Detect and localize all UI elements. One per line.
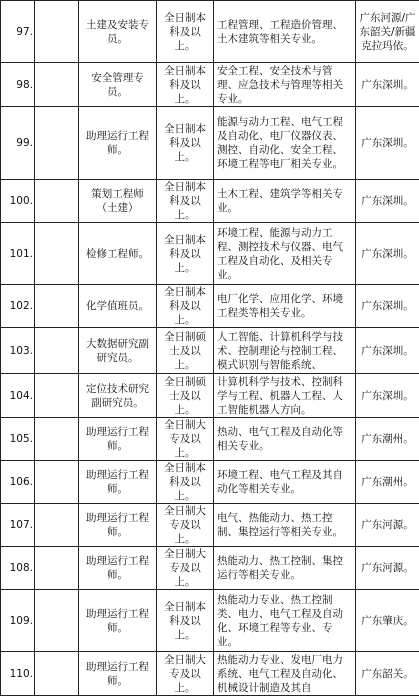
position-cell: 助理运行工程师。 <box>79 590 157 652</box>
location-cell: 广东河源。 <box>356 504 419 547</box>
row-number: 98. <box>1 63 35 107</box>
major-cell: 安全工程、安全技术与管理、应急技术与管理等相关专业。 <box>214 63 356 107</box>
blank-cell <box>35 418 79 461</box>
position-cell: 化学值班员。 <box>79 285 157 328</box>
position-cell: 助理运行工程师。 <box>79 504 157 547</box>
location-cell: 广东深圳。 <box>356 285 419 328</box>
blank-cell <box>35 461 79 504</box>
table-row <box>1 547 419 590</box>
major-cell: 热能动力专业、热工控制类、电力、电气工程及自动化、环境工程等专业、专业。 <box>214 590 356 652</box>
location-cell: 广东河源/广东韶关/新疆克拉玛依。 <box>356 1 419 63</box>
major-cell: 电气、热能动力、热工控制、集控运行等相关专业。 <box>214 504 356 547</box>
location-cell: 广东深圳。 <box>356 180 419 223</box>
table-row <box>1 223 419 285</box>
position-cell: 助理运行工程师。 <box>79 547 157 590</box>
education-cell: 全日制本科及以上。 <box>157 461 214 504</box>
blank-cell <box>35 180 79 223</box>
education-cell: 全日制本科及以上。 <box>157 285 214 328</box>
location-cell: 广东深圳。 <box>356 328 419 374</box>
row-number: 110. <box>1 652 35 696</box>
education-cell: 全日制硕士及以上。 <box>157 328 214 374</box>
blank-cell <box>35 328 79 374</box>
education-cell: 全日制大专及以上。 <box>157 652 214 696</box>
blank-cell <box>35 504 79 547</box>
position-cell: 安全管理专员。 <box>79 63 157 107</box>
position-cell: 土建及安装专员。 <box>79 1 157 63</box>
education-cell: 全日制本科及以上。 <box>157 1 214 63</box>
position-cell: 策划工程师（土建） <box>79 180 157 223</box>
position-cell: 助理运行工程师。 <box>79 418 157 461</box>
table-row <box>1 63 419 107</box>
location-cell: 广东韶关。 <box>356 652 419 696</box>
row-number: 103. <box>1 328 35 374</box>
blank-cell <box>35 63 79 107</box>
row-number: 109. <box>1 590 35 652</box>
major-cell: 工程管理、工程造价管理、土木建筑等相关专业。 <box>214 1 356 63</box>
table-row <box>1 1 419 63</box>
location-cell: 广东深圳。 <box>356 223 419 285</box>
position-cell: 定位技术研究副研究员。 <box>79 374 157 418</box>
position-cell: 助理运行工程师。 <box>79 107 157 180</box>
row-number: 100. <box>1 180 35 223</box>
table-row <box>1 461 419 504</box>
position-cell: 助理运行工程师。 <box>79 461 157 504</box>
education-cell: 全日制硕士及以上。 <box>157 374 214 418</box>
table-row <box>1 418 419 461</box>
blank-cell <box>35 590 79 652</box>
major-cell: 电厂化学、应用化学、环境工程类等相关专业。 <box>214 285 356 328</box>
education-cell: 全日制本科及以上。 <box>157 590 214 652</box>
education-cell: 全日制大专及以上。 <box>157 547 214 590</box>
location-cell: 广东潮州。 <box>356 418 419 461</box>
major-cell: 热能动力、热工控制、集控运行等相关专业。 <box>214 547 356 590</box>
blank-cell <box>35 1 79 63</box>
major-cell: 热能动力专业、发电厂电力系统、电气工程及自动化、机械设计制造及其自 <box>214 652 356 696</box>
row-number: 106. <box>1 461 35 504</box>
major-cell: 人工智能、计算机科学与技术、控制理论与控制工程、模式识别与智能系统、 <box>214 328 356 374</box>
row-number: 97. <box>1 1 35 63</box>
row-number: 101. <box>1 223 35 285</box>
education-cell: 全日制本科及以上。 <box>157 180 214 223</box>
education-cell: 全日制大专及以上。 <box>157 418 214 461</box>
education-cell: 全日制本科及以上。 <box>157 223 214 285</box>
major-cell: 热动、电气工程及自动化等相关专业。 <box>214 418 356 461</box>
location-cell: 广东潮州。 <box>356 461 419 504</box>
major-cell: 环境工程、电气工程及其自动化等相关专业。 <box>214 461 356 504</box>
location-cell: 广东河源。 <box>356 547 419 590</box>
table-row <box>1 374 419 418</box>
table-row <box>1 590 419 652</box>
row-number: 99. <box>1 107 35 180</box>
row-number: 107. <box>1 504 35 547</box>
table-row <box>1 328 419 374</box>
blank-cell <box>35 547 79 590</box>
blank-cell <box>35 107 79 180</box>
position-cell: 大数据研究副研究员。 <box>79 328 157 374</box>
table-row <box>1 504 419 547</box>
blank-cell <box>35 285 79 328</box>
blank-cell <box>35 652 79 696</box>
location-cell: 广东肇庆。 <box>356 590 419 652</box>
position-cell: 助理运行工程师。 <box>79 652 157 696</box>
table-row <box>1 107 419 180</box>
row-number: 102. <box>1 285 35 328</box>
major-cell: 计算机科学与技术、控制科学与工程、机器人工程、人工智能机器人方向。 <box>214 374 356 418</box>
position-cell: 检修工程师。 <box>79 223 157 285</box>
education-cell: 全日制本科及以上。 <box>157 107 214 180</box>
table-row <box>1 652 419 696</box>
row-number: 105. <box>1 418 35 461</box>
education-cell: 全日制大专及以上。 <box>157 504 214 547</box>
major-cell: 能源与动力工程、电气工程及自动化、电厂仪器仪表、测控、自动化、安全工程、环境工程等电厂相关专业。 <box>214 107 356 180</box>
table-row <box>1 285 419 328</box>
location-cell: 广东深圳。 <box>356 107 419 180</box>
education-cell: 全日制本科及以上。 <box>157 63 214 107</box>
blank-cell <box>35 374 79 418</box>
blank-cell <box>35 223 79 285</box>
row-number: 108. <box>1 547 35 590</box>
major-cell: 环境工程、能源与动力工程、测控技术与仪器、电气工程及自动化、及相关专业。 <box>214 223 356 285</box>
location-cell: 广东深圳。 <box>356 63 419 107</box>
location-cell: 广东深圳。 <box>356 374 419 418</box>
table-row <box>1 180 419 223</box>
row-number: 104. <box>1 374 35 418</box>
major-cell: 土木工程、建筑学等相关专业。 <box>214 180 356 223</box>
